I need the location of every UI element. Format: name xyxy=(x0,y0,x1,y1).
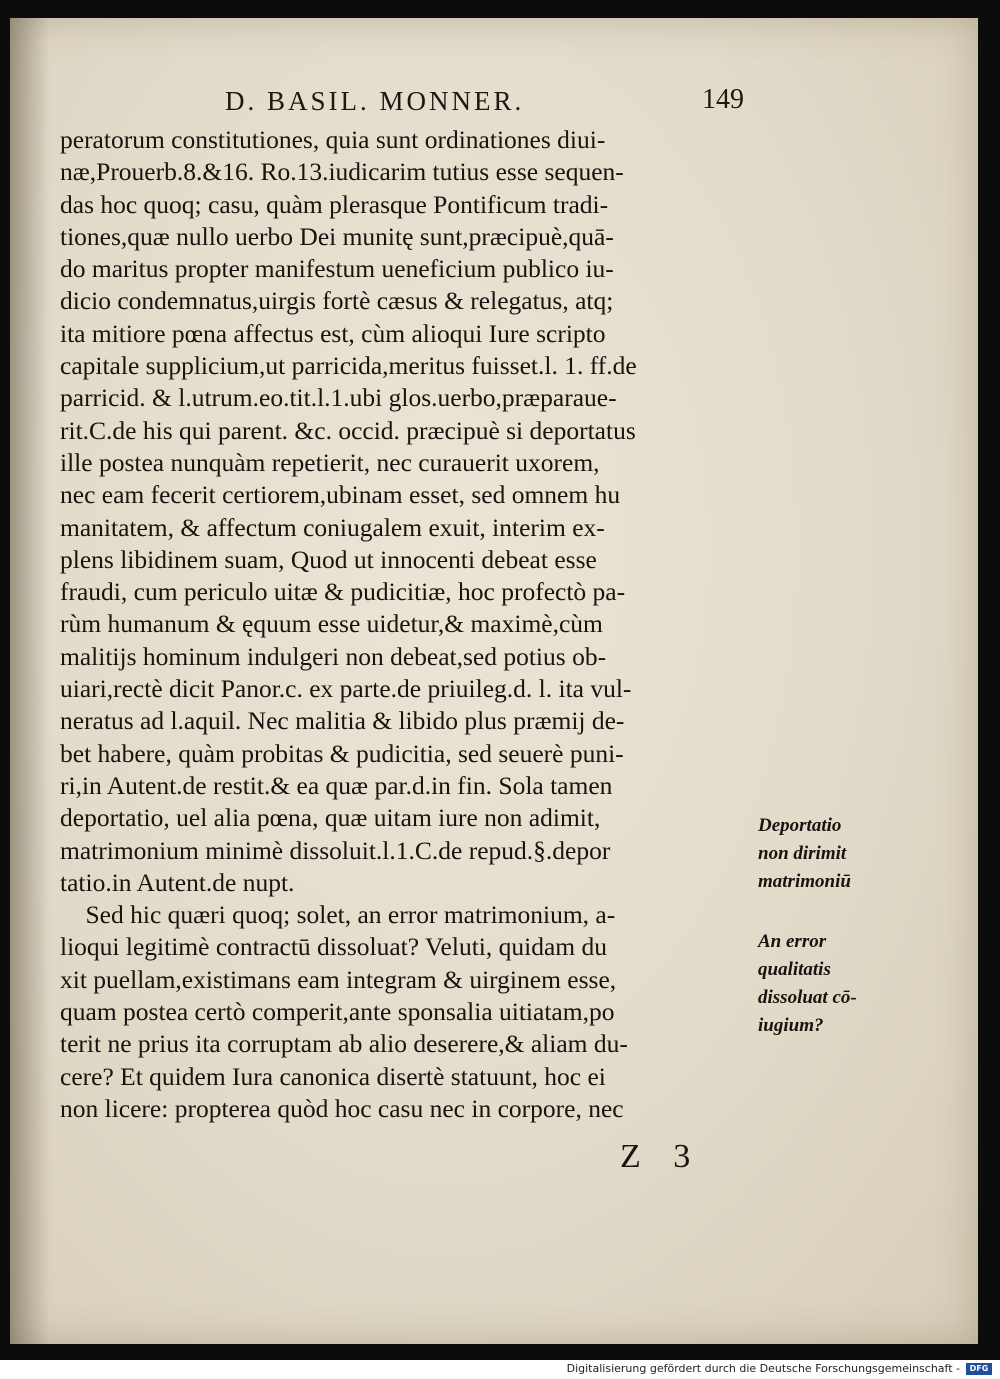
text-line: ille postea nunquàm repetierit, nec curauerit uxorem, xyxy=(60,447,600,477)
text-line: ita mitiore pœna affectus est, cùm alioqui Iure scripto xyxy=(60,318,606,348)
text-line: lioqui legitimè contractū dissoluat? Veluti, quidam du xyxy=(60,932,607,962)
page-header xyxy=(0,80,1000,120)
text-line: næ,Prouerb.8.&16. Ro.13.iudicarim tutius esse sequen- xyxy=(60,157,624,187)
text-line: ri,in Autent.de restit.& ea quæ par.d.in fin. Sola tamen xyxy=(60,770,613,800)
text-line: cere? Et quidem Iura canonica disertè statuunt, hoc ei xyxy=(60,1061,606,1091)
running-head: D. BASIL. MONNER. xyxy=(225,86,525,116)
text-line: rit.C.de his qui parent. &c. occid. præcipuè si deportatus xyxy=(60,415,636,445)
text-line: das hoc quoq; casu, quàm plerasque Pontificum tradi- xyxy=(60,189,609,219)
funding-credit: Digitalisierung gefördert durch die Deutsche Forschungsgemeinschaft - xyxy=(566,1362,960,1375)
text-line: fraudi, cum periculo uitæ & pudicitiæ, hoc profectò pa- xyxy=(60,577,626,607)
text-line: Sed hic quæri quoq; solet, an error matrimonium, a- xyxy=(60,900,616,930)
text-line: non licere: propterea quòd hoc casu nec in corpore, nec xyxy=(60,1093,624,1123)
text-line: manitatem, & affectum coniugalem exuit, interim ex- xyxy=(60,512,605,542)
marginal-line: An error xyxy=(758,931,827,952)
text-line: peratorum constitutiones, quia sunt ordinationes diui- xyxy=(60,125,606,154)
text-line: do maritus propter manifestum ueneficium publico iu- xyxy=(60,254,614,284)
text-line: neratus ad l.aquil. Nec malitia & libido plus præmij de- xyxy=(60,706,625,736)
text-line: malitijs hominum indulgeri non debeat,sed potius ob- xyxy=(60,641,607,671)
marginal-note-error xyxy=(758,928,898,1040)
text-line: plens libidinem suam, Quod ut innocenti debeat esse xyxy=(60,544,597,574)
signature-mark: Z 3 xyxy=(620,1138,703,1175)
text-line: quam postea certò comperit,ante sponsalia uitiatam,po xyxy=(60,997,615,1027)
text-line: parricid. & l.utrum.eo.tit.l.1.ubi glos.uerbo,præparaue- xyxy=(60,383,617,413)
text-line: dicio condemnatus,uirgis fortè cæsus & relegatus, atq; xyxy=(60,286,614,316)
page-number: 149 xyxy=(702,84,744,115)
text-line: rùm humanum & ęquum esse uidetur,& maximè,cùm xyxy=(60,609,603,639)
text-line: capitale supplicium,ut parricida,meritus fuisset.l. 1. ff.de xyxy=(60,351,637,381)
marginal-line: matrimoniū xyxy=(758,871,851,892)
text-line: xit puellam,existimans eam integram & uirginem esse, xyxy=(60,964,617,994)
text-line: nec eam fecerit certiorem,ubinam esset, sed omnem hu xyxy=(60,480,621,510)
text-line: tiones,quæ nullo uerbo Dei munitę sunt,præcipuè,quā- xyxy=(60,221,614,251)
marginal-line: iugium? xyxy=(758,1015,824,1036)
digitization-footer xyxy=(0,1360,1000,1379)
text-line: matrimonium minimè dissoluit.l.1.C.de repud.§.depor xyxy=(60,835,611,865)
text-line: uiari,rectè dicit Panor.c. ex parte.de priuileg.d. l. ita vul- xyxy=(60,674,632,704)
text-line: terit ne prius ita corruptam ab alio deserere,& aliam du- xyxy=(60,1029,628,1059)
marginal-note-deportatio xyxy=(758,812,898,896)
text-line: tatio.in Autent.de nupt. xyxy=(60,867,295,897)
text-line: deportatio, uel alia pœna, quæ uitam iure non adimit, xyxy=(60,803,601,833)
marginal-line: qualitatis xyxy=(758,959,831,980)
text-line: bet habere, quàm probitas & pudicitia, sed seuerè puni- xyxy=(60,738,624,768)
body-text xyxy=(60,124,780,1125)
dfg-logo-icon: DFG xyxy=(966,1363,992,1375)
marginal-line: Deportatio xyxy=(758,815,842,836)
gutter-shadow xyxy=(10,18,50,1344)
marginal-line: dissoluat cō- xyxy=(758,987,857,1008)
marginal-line: non dirimit xyxy=(758,843,847,864)
